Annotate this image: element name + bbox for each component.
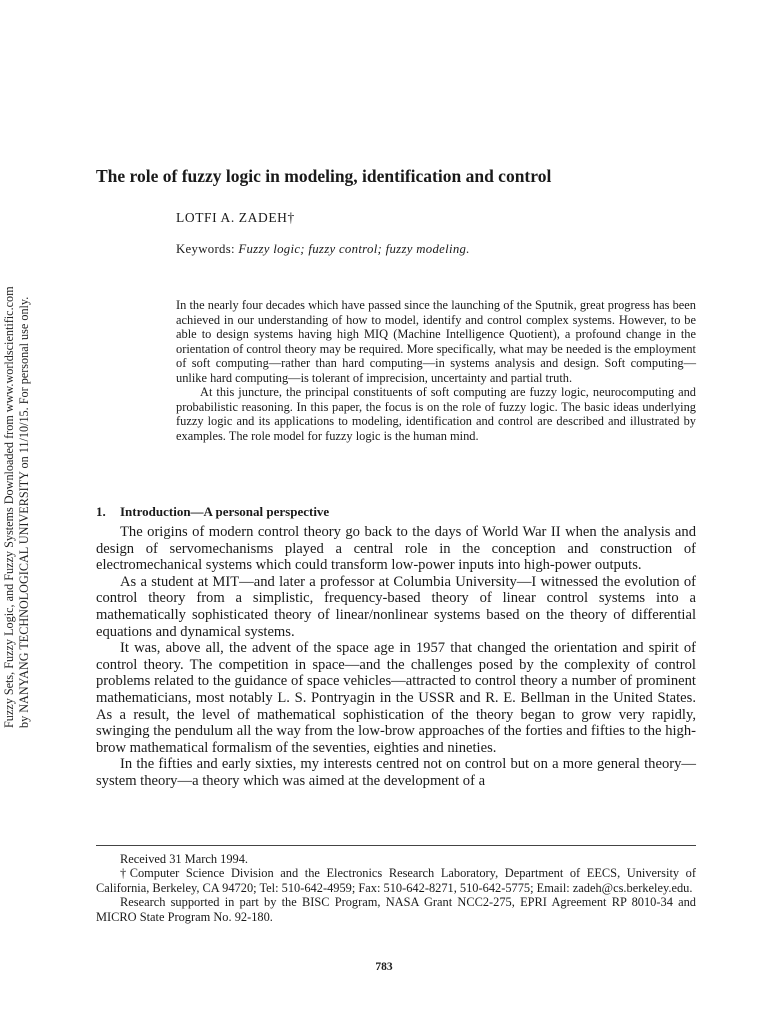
footnote-affiliation: †Computer Science Division and the Electronics Research Laboratory, Department of EECS, University of California, Berkeley, CA 94720; Tel: 510-642-4959; Fax: 510-642-8271, 510-642-5775; Email: zadeh@cs.berkeley.edu.: [96, 866, 696, 895]
section-title: Introduction—A personal perspective: [120, 504, 330, 519]
footnote-support: Research supported in part by the BISC Program, NASA Grant NCC2-275, EPRI Agreement RP 8010-34 and MICRO State Program No. 92-180.: [96, 895, 696, 924]
download-watermark-line-2: by NANYANG TECHNOLOGICAL UNIVERSITY on 11/10/15. For personal use only.: [17, 296, 31, 728]
body-text: [96, 524, 696, 790]
abstract: [176, 298, 696, 443]
body-paragraph: As a student at MIT—and later a professor at Columbia University—I witnessed the evolution of control theory from a simplistic, frequency-based theory of linear control systems into a mathematically sophisticated theory of linear/nonlinear systems based on the theory of differential equations and dynamical systems.: [96, 573, 696, 640]
author-name: LOTFI A. ZADEH†: [176, 210, 295, 225]
download-watermark-line-1: Fuzzy Sets, Fuzzy Logic, and Fuzzy Systems Downloaded from www.worldscientific.com: [2, 286, 16, 728]
body-paragraph: In the fifties and early sixties, my interests centred not on control but on a more general theory—system theory—a theory which was aimed at the development of a: [96, 756, 696, 789]
download-watermark: [2, 288, 32, 728]
keywords-values: Fuzzy logic; fuzzy control; fuzzy modeling.: [238, 242, 470, 256]
footnotes: [96, 852, 696, 924]
footnote-divider: [96, 845, 696, 846]
footnote-received: Received 31 March 1994.: [120, 852, 248, 866]
body-paragraph: It was, above all, the advent of the space age in 1957 that changed the orientation and spirit of control theory. The competition in space—and the challenges posed by the complexity of control problems related to the guidance of space vehicles—attracted to control theory a number of prominent mathematicians, most notably L. S. Pontryagin in the USSR and R. E. Bellman in the United States. As a result, the level of mathematical sophistication of the theory began to grow very rapidly, swinging the pendulum all the way from the low-brow approaches of the forties and fifties to the high-brow mathematical formalism of the seventies, eighties and nineties.: [96, 640, 696, 756]
abstract-paragraph: At this juncture, the principal constituents of soft computing are fuzzy logic, neurocomputing and probabilistic reasoning. In this paper, the focus is on the role of fuzzy logic. The basic ideas underlying fuzzy logic and its applications to modeling, identification and control are described and illustrated by examples. The role model for fuzzy logic is the human mind.: [176, 385, 696, 443]
abstract-paragraph: In the nearly four decades which have passed since the launching of the Sputnik, great progress has been achieved in our understanding of how to model, identify and control complex systems. However, to be able to design systems having high MIQ (Machine Intelligence Quotient), a profound change in the orientation of control theory may be required. More specifically, what may be needed is the employment of soft computing—rather than hard computing—in systems analysis and design. Soft computing—unlike hard computing—is tolerant of imprecision, uncertainty and partial truth.: [176, 298, 696, 385]
paper-title: The role of fuzzy logic in modeling, identification and control: [96, 166, 552, 186]
body-paragraph: The origins of modern control theory go back to the days of World War II when the analysis and design of servomechanisms played a central role in the conception and construction of electromechanical systems which could transform low-power inputs into high-power outputs.: [96, 524, 696, 574]
section-number: 1.: [96, 504, 106, 519]
page-number: 783: [375, 961, 393, 973]
keywords-label: Keywords:: [176, 242, 239, 256]
keywords-line: [176, 242, 470, 257]
section-heading: [96, 504, 329, 520]
